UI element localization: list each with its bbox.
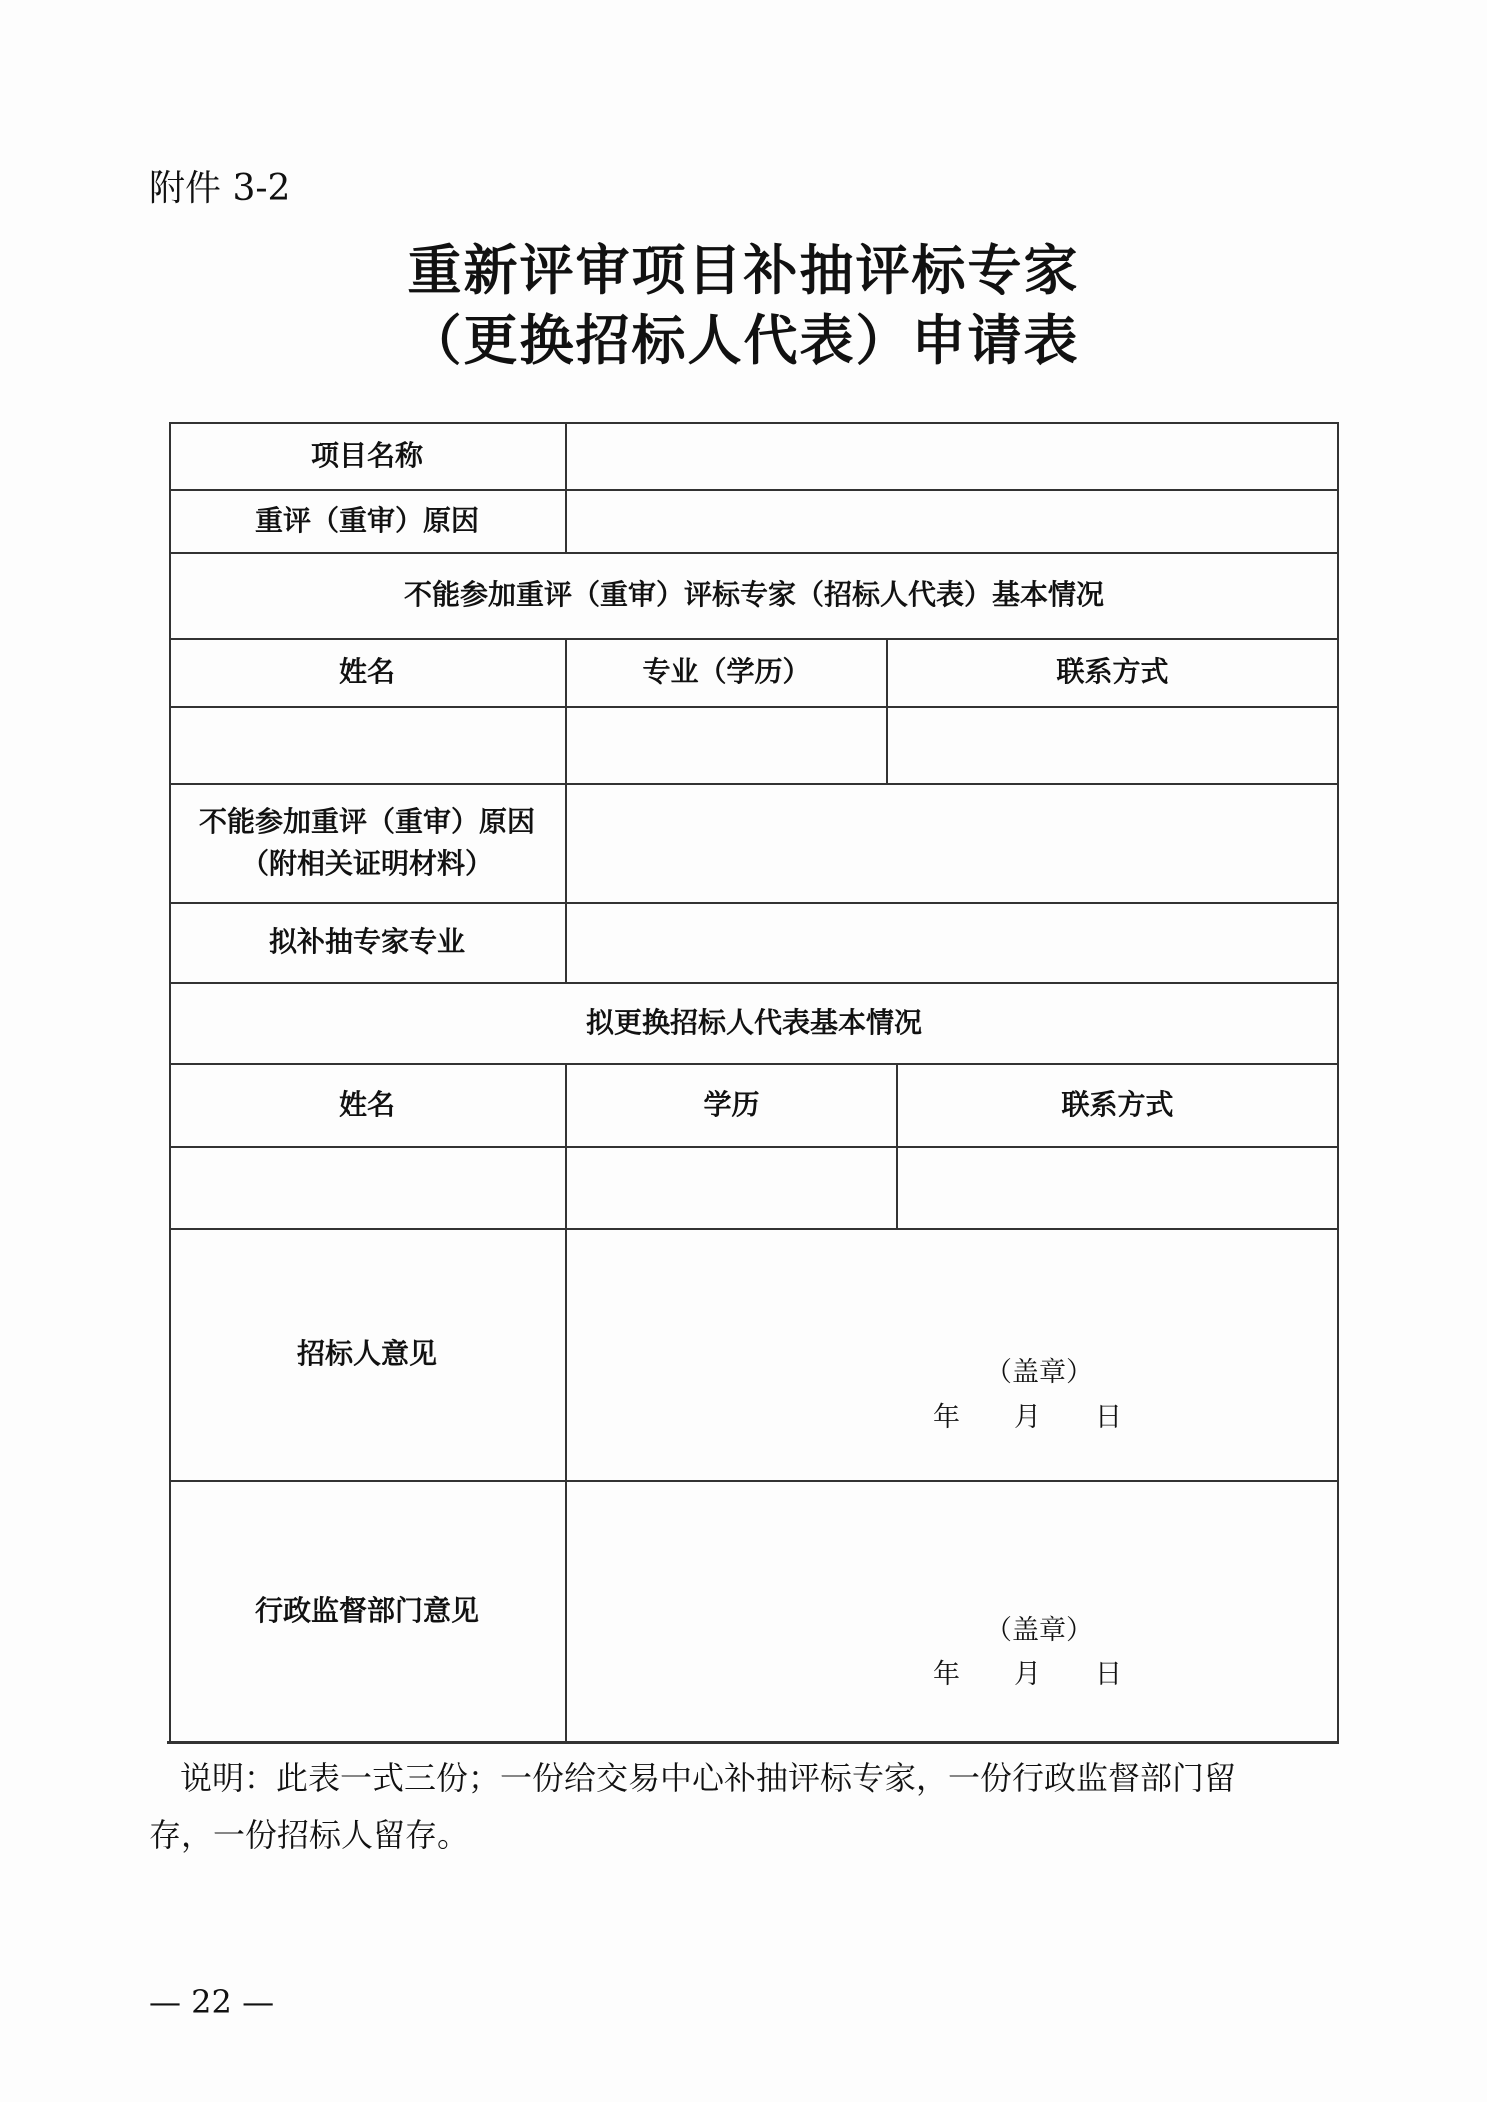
note-line-2: 存，一份招标人留存。 [149,1816,470,1854]
input-admin-opinion[interactable] [567,1482,1337,1741]
title-line-2: （更换招标人代表）申请表 [407,309,1080,372]
label-tenderer-opinion: 招标人意见 [296,1337,437,1370]
input-review-reason[interactable] [567,491,1337,552]
attachment-label: 附件 3-2 [149,168,291,209]
col-header-name: 姓名 [338,655,395,688]
tenderer-seal-label: （盖章） [985,1357,1093,1388]
label-project-name: 项目名称 [310,438,423,472]
input-expert-name[interactable] [171,708,565,783]
input-project-name[interactable] [567,424,1337,489]
label-supplement-major: 拟补抽专家专业 [268,925,465,958]
section-header-absent-expert: 不能参加重评（重审）评标专家（招标人代表）基本情况 [403,578,1104,611]
col-header-rep-name: 姓名 [338,1087,395,1121]
page-number: — 22 — [149,1983,275,2021]
label-absence-reason [169,783,565,902]
col-header-contact: 联系方式 [1056,655,1169,688]
input-rep-name[interactable] [171,1148,565,1228]
col-header-education: 学历 [703,1087,760,1121]
admin-seal-label: （盖章） [985,1615,1093,1646]
input-expert-contact[interactable] [888,708,1337,783]
note-line-1: 说明：此表一式三份；一份给交易中心补抽评标专家，一份行政监督部门留 [180,1759,1237,1797]
section-header-replacement-rep: 拟更换招标人代表基本情况 [585,1005,922,1039]
tenderer-date-label: 年 月 日 [933,1402,1122,1433]
absence-reason-line1: 不能参加重评（重审）原因 [198,804,535,838]
input-supplement-major[interactable] [567,904,1337,982]
label-review-reason: 重评（重审）原因 [254,503,479,537]
input-absence-reason[interactable] [567,785,1337,902]
label-admin-opinion: 行政监督部门意见 [254,1593,479,1627]
absence-reason-line2: （附相关证明材料） [240,846,493,880]
col-header-rep-contact: 联系方式 [1061,1087,1174,1121]
admin-date-label: 年 月 日 [933,1659,1122,1690]
col-header-major: 专业（学历） [642,655,811,688]
input-expert-major[interactable] [567,708,886,783]
input-rep-contact[interactable] [898,1148,1337,1228]
input-rep-education[interactable] [567,1148,896,1228]
input-tenderer-opinion[interactable] [567,1230,1337,1480]
title-line-1: 重新评审项目补抽评标专家 [407,239,1080,302]
